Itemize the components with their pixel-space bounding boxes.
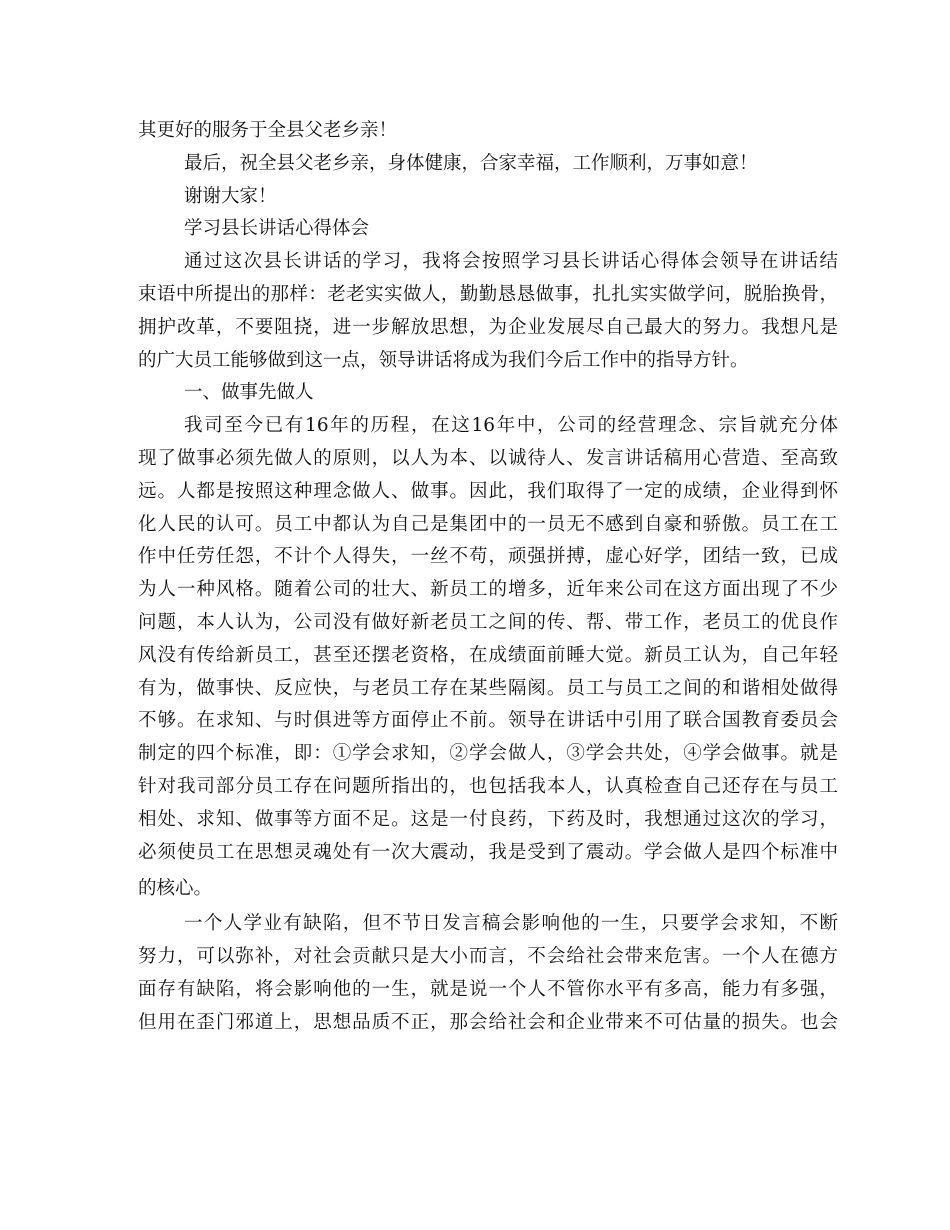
paragraph-line: 风没有传给新员工，甚至还摆老资格，在成绩面前睡大觉。新员工认为，自己年轻: [138, 644, 838, 666]
paragraph-line: 通过这次县长讲话的学习，我将会按照学习县长讲话心得体会领导在讲话结: [184, 251, 838, 273]
document-body: [138, 115, 838, 1040]
paragraph-line: 必须使员工在思想灵魂处有一次大震动，我是受到了震动。学会做人是四个标准中: [138, 841, 838, 863]
paragraph-line: 为人一种风格。随着公司的壮大、新员工的增多，近年来公司在这方面出现了不少: [138, 579, 838, 601]
paragraph-line: 拥护改革，不要阻挠，进一步解放思想，为企业发展尽自己最大的努力。我想凡是: [138, 316, 838, 338]
paragraph-line: 但用在歪门邪道上，思想品质不正，那会给社会和企业带来不可估量的损失。也会: [138, 1011, 838, 1033]
subheading: 一、做事先做人: [184, 382, 314, 404]
paragraph-line: 不够。在求知、与时俱进等方面停止不前。领导在讲话中引用了联合国教育委员会: [138, 710, 838, 732]
paragraph-line: 束语中所提出的那样：老老实实做人，勤勤恳恳做事，扎扎实实做学问，脱胎换骨，: [138, 283, 838, 305]
paragraph-line: 制定的四个标准，即：①学会求知，②学会做人，③学会共处，④学会做事。就是: [138, 743, 838, 765]
paragraph-line: 面存有缺陷，将会影响他的一生，就是说一个人不管你水平有多高，能力有多强，: [138, 978, 838, 1000]
paragraph-line: 问题，本人认为，公司没有做好新老员工之间的传、帮、带工作，老员工的优良作: [138, 611, 838, 633]
paragraph-line: 针对我司部分员工存在问题所指出的，也包括我本人，认真检查自己还存在与员工: [138, 775, 838, 797]
paragraph-line: 作中任劳任怨，不计个人得失，一丝不苟，顽强拼搏，虚心好学，团结一致，已成: [138, 546, 838, 568]
paragraph-line: 化人民的认可。员工中都认为自己是集团中的一员无不感到自豪和骄傲。员工在工: [138, 513, 838, 535]
closing-wishes-line: 最后，祝全县父老乡亲，身体健康，合家幸福，工作顺利，万事如意！: [184, 152, 758, 174]
paragraph-line: 一个人学业有缺陷，但不节日发言稿会影响他的一生，只要学会求知，不断: [184, 913, 838, 935]
paragraph-line: 其更好的服务于全县父老乡亲！: [138, 120, 398, 141]
paragraph-line: 的广大员工能够做到这一点，领导讲话将成为我们今后工作中的指导方针。: [138, 349, 749, 371]
paragraph-line: 的核心。: [138, 878, 213, 900]
paragraph-line: 有为，做事快、反应快，与老员工存在某些隔阂。员工与员工之间的和谐相处做得: [138, 677, 838, 699]
paragraph-line: 我司至今已有16年的历程，在这16年中，公司的经营理念、宗旨就充分体: [184, 415, 838, 437]
paragraph-line: 远。人都是按照这种理念做人、做事。因此，我们取得了一定的成绩，企业得到怀: [138, 480, 838, 502]
paragraph-line: 相处、求知、做事等方面不足。这是一付良药，下药及时，我想通过这次的学习，: [138, 808, 838, 830]
paragraph-line: 努力，可以弥补，对社会贡献只是大小而言，不会给社会带来危害。一个人在德方: [138, 946, 838, 968]
section-title: 学习县长讲话心得体会: [184, 218, 370, 240]
thanks-line: 谢谢大家！: [184, 185, 277, 207]
paragraph-line: 现了做事必须先做人的原则，以人为本、以诚待人、发言讲话稿用心营造、至高致: [138, 447, 838, 469]
